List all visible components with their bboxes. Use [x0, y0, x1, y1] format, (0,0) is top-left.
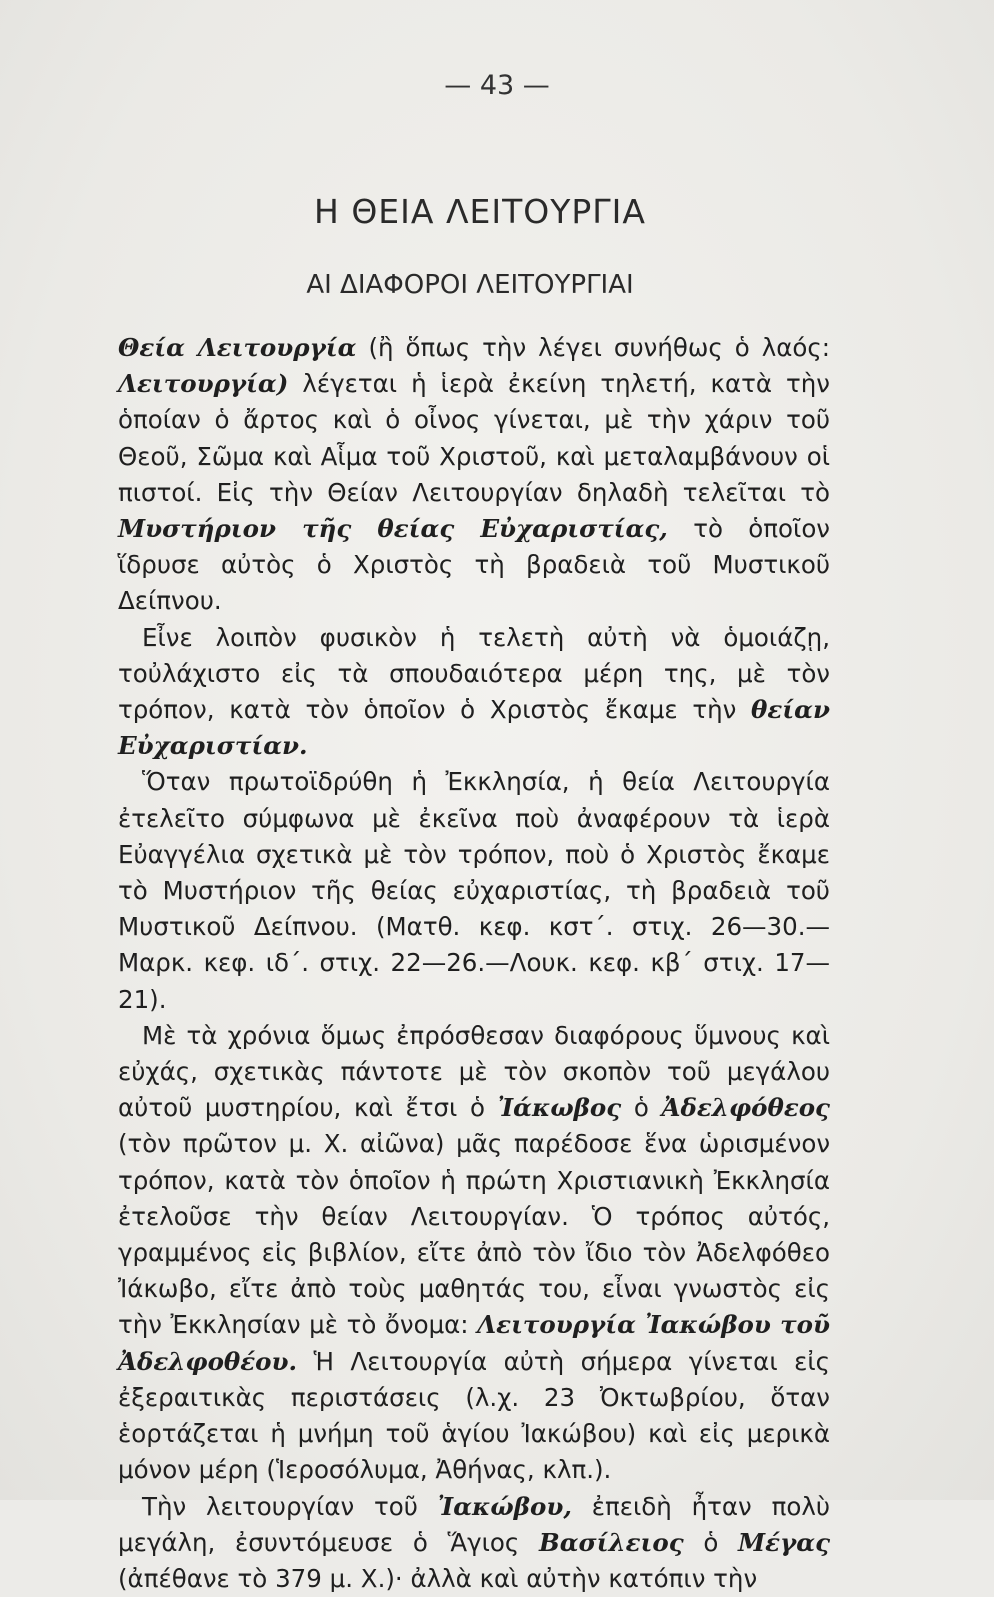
emphasis-term: Ἰάκωβος [498, 1093, 621, 1122]
body-text [118, 330, 830, 1597]
text-run: ἐπειδὴ ἦταν πολὺ μεγάλη, ἐσυντόμευσε ὁ Ἅγιος [118, 1492, 830, 1557]
section-subtitle: ΑΙ ΔΙΑΦΟΡΟΙ ΛΕΙΤΟΥΡΓΙΑΙ [0, 270, 940, 300]
paragraph-5 [118, 1489, 830, 1597]
text-run: Ὅταν πρωτοϊδρύθη ἡ Ἐκκλησία, ἡ θεία Λειτουργία ἐτελεῖτο σύμφωνα μὲ ἐκεῖνα ποὺ ἀναφέρουν τὰ ἱερὰ Εὐαγγέλια σχετικὰ μὲ τὸν τρόπον, ποὺ ὁ Χριστὸς ἔκαμε τὸ Μυστήριον τῆς θείας εὐχαριστίας, τὴ βραδειὰ τοῦ Μυστικοῦ Δείπνου. (Ματθ. κεφ. κστ΄. στιχ. 26—30.—Μαρκ. κεφ. ιδ΄. στιχ. 22—26.—Λουκ. κεφ. κβ΄ στιχ. 17—21). [118, 767, 830, 1013]
emphasis-term: Λειτουργία) [118, 369, 288, 398]
paragraph-1 [118, 330, 830, 620]
emphasis-term: Ἰακώβου, [438, 1492, 572, 1521]
text-run: Εἶνε λοιπὸν φυσικὸν ἡ τελετὴ αὐτὴ νὰ ὁμοιάζῃ, τοὐλάχιστο εἰς τὰ σπουδαιότερα μέρη της, μὲ τὸν τρόπον, κατὰ τὸν ὁποῖον ὁ Χριστὸς ἔκαμε τὴν [118, 623, 830, 724]
emphasis-term: θείαν Εὐχαριστίαν. [118, 695, 830, 760]
text-run: (ἢ ὅπως τὴν λέγει συνήθως ὁ λαός: [356, 333, 830, 362]
paragraph-4 [118, 1018, 830, 1489]
emphasis-term: Μέγας [738, 1528, 830, 1557]
text-run: ὁ [684, 1528, 738, 1557]
emphasis-term: Θεία Λειτουργία [118, 333, 356, 362]
text-run: λέγεται ἡ ἱερὰ ἐκείνη τηλετή, κατὰ τὴν ὁποίαν ὁ ἄρτος καὶ ὁ οἶνος γίνεται, μὲ τὴν χάριν τοῦ Θεοῦ, Σῶμα καὶ Αἷμα τοῦ Χριστοῦ, καὶ μεταλαμβάνουν οἱ πιστοί. Εἰς τὴν Θείαν Λειτουργίαν δηλαδὴ τελεῖται τὸ [118, 369, 830, 507]
emphasis-term: Λειτουργία Ἰακώβου τοῦ Ἀδελφοθέου. [118, 1310, 830, 1375]
text-run: Μὲ τὰ χρόνια ὅμως ἐπρόσθεσαν διαφόρους ὕμνους καὶ εὐχάς, σχετικὰς πάντοτε μὲ τὸν σκοπὸν τοῦ μεγάλου αὐτοῦ μυστηρίου, καὶ ἔτσι ὁ [118, 1021, 830, 1122]
text-run: ὁ [621, 1093, 661, 1122]
page-title: Η ΘΕΙΑ ΛΕΙΤΟΥΡΓΙΑ [0, 192, 960, 231]
page-number: — 43 — [0, 70, 994, 101]
text-run: (ἀπέθανε τὸ 379 μ. Χ.)· ἀλλὰ καὶ αὐτὴν κατόπιν τὴν [118, 1564, 757, 1593]
text-run: Τὴν λειτουργίαν τοῦ [142, 1492, 438, 1521]
text-run: (τὸν πρῶτον μ. Χ. αἰῶνα) μᾶς παρέδοσε ἕνα ὡρισμένον τρόπον, κατὰ τὸν ὁποῖον ἡ πρώτη Χριστιανικὴ Ἐκκλησία ἐτελοῦσε τὴν θείαν Λειτουργίαν. Ὁ τρόπος αὐτός, γραμμένος εἰς βιβλίον, εἴτε ἀπὸ τὸν ἴδιο τὸν Ἀδελφόθεο Ἰάκωβο, εἴτε ἀπὸ τοὺς μαθητάς του, εἶναι γνωστὸς εἰς τὴν Ἐκκλησίαν μὲ τὸ ὄνομα: [118, 1129, 830, 1339]
emphasis-term: Μυστήριον τῆς θείας Εὐχαριστίας, [118, 514, 668, 543]
emphasis-term: Ἀδελφόθεος [662, 1093, 830, 1122]
paragraph-2 [118, 620, 830, 765]
text-run: τὸ ὁποῖον ἵδρυσε αὐτὸς ὁ Χριστὸς τὴ βραδειὰ τοῦ Μυστικοῦ Δείπνου. [118, 514, 830, 615]
text-run: Ἡ Λειτουργία αὐτὴ σήμερα γίνεται εἰς ἐξεραιτικὰς περιστάσεις (λ.χ. 23 Ὀκτωβρίου, ὅταν ἑορτάζεται ἡ μνήμη τοῦ ἁγίου Ἰακώβου) καὶ εἰς μερικὰ μόνον μέρη (Ἱεροσόλυμα, Ἀθήνας, κλπ.). [118, 1347, 830, 1485]
paragraph-3 [118, 764, 830, 1017]
emphasis-term: Βασίλειος [539, 1528, 684, 1557]
